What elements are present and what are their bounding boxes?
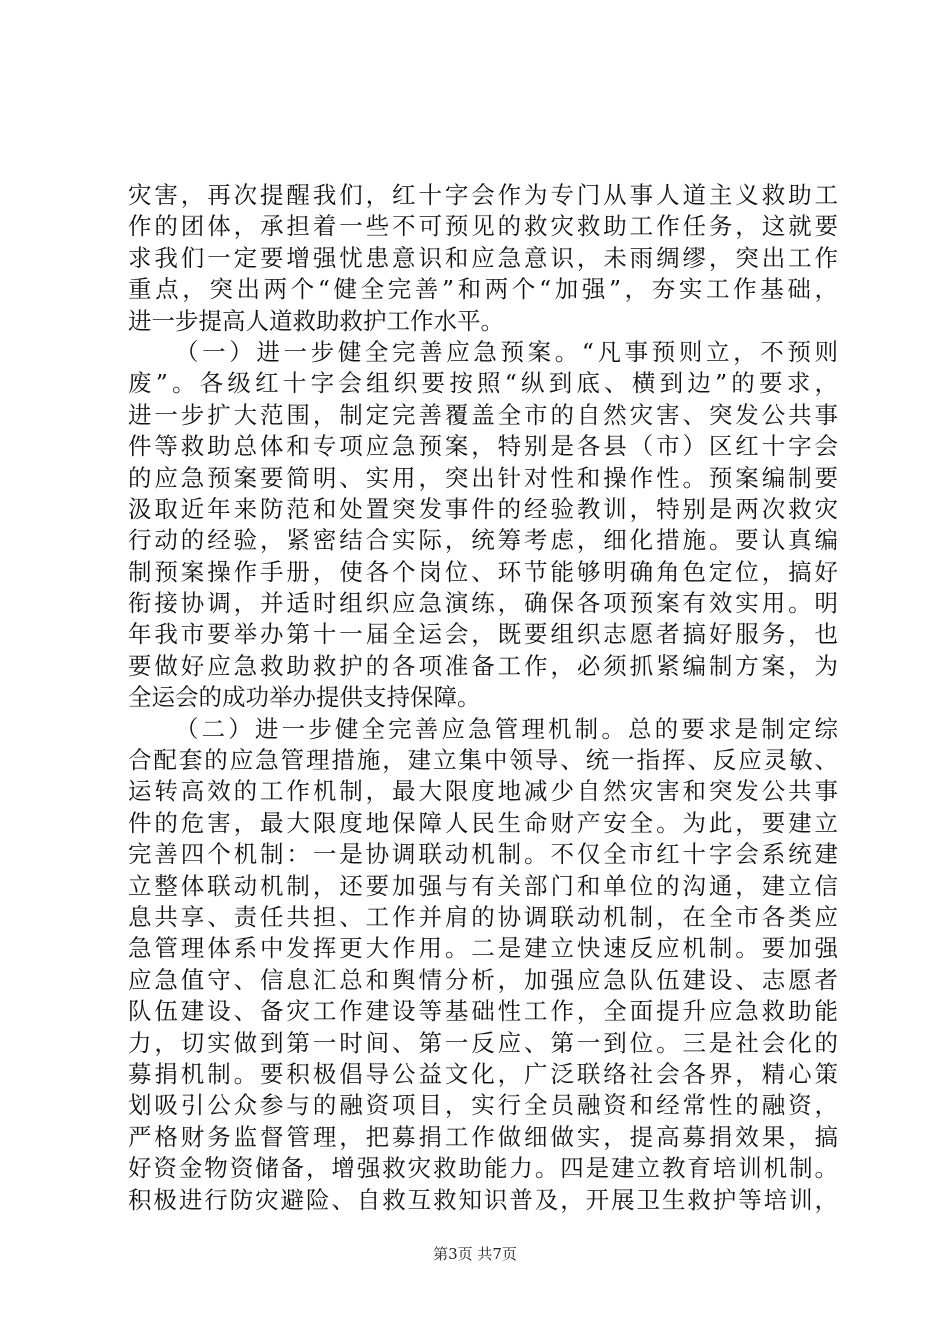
- text-line: 应急值守、信息汇总和舆情分析，加强应急队伍建设、志愿者: [128, 965, 838, 994]
- text-line: 灾害，再次提醒我们，红十字会作为专门从事人道主义救助工: [128, 181, 838, 209]
- text-line: 力，切实做到第一时间、第一反应、第一到位。三是社会化的: [128, 1028, 838, 1057]
- text-line: 立整体联动机制，还要加强与有关部门和单位的沟通，建立信: [128, 871, 838, 900]
- text-line: 衔接协调，并适时组织应急演练，确保各项预案有效实用。明: [128, 589, 838, 618]
- text-line: 合配套的应急管理措施，建立集中领导、统一指挥、反应灵敏、: [128, 746, 838, 775]
- text-line: 作的团体，承担着一些不可预见的救灾救助工作任务，这就要: [128, 212, 838, 241]
- text-line: 全运会的成功举办提供支持保障。: [128, 683, 481, 712]
- text-line: 件等救助总体和专项应急预案，特别是各县（市）区红十字会: [128, 432, 838, 461]
- text-line: （二）进一步健全完善应急管理机制。总的要求是制定综: [175, 714, 838, 743]
- text-line: 运转高效的工作机制，最大限度地减少自然灾害和突发公共事: [128, 777, 838, 806]
- text-line: 积极进行防灾避险、自救互救知识普及，开展卫生救护等培训，: [128, 1185, 838, 1214]
- text-line: 制预案操作手册，使各个岗位、环节能够明确角色定位，搞好: [128, 557, 838, 586]
- text-line: 完善四个机制：一是协调联动机制。不仅全市红十字会系统建: [128, 840, 838, 869]
- text-line: 年我市要举办第十一届全运会，既要组织志愿者搞好服务，也: [128, 620, 838, 649]
- text-line: 队伍建设、备灾工作建设等基础性工作，全面提升应急救助能: [128, 997, 838, 1026]
- text-line: 件的危害，最大限度地保障人民生命财产安全。为此，要建立: [128, 808, 838, 837]
- text-line: 进一步提高人道救助救护工作水平。: [128, 306, 504, 335]
- text-line: 好资金物资储备，增强救灾救助能力。四是建立教育培训机制。: [128, 1154, 838, 1183]
- text-line: 划吸引公众参与的融资项目，实行全员融资和经常性的融资，: [128, 1091, 838, 1120]
- text-line: （一）进一步健全完善应急预案。“凡事预则立，不预则: [175, 337, 838, 366]
- page-footer: 第3页 共7页: [433, 1245, 517, 1263]
- text-line: 严格财务监督管理，把募捐工作做细做实，提高募捐效果，搞: [128, 1122, 838, 1151]
- text-line: 要做好应急救助救护的各项准备工作，必须抓紧编制方案，为: [128, 651, 838, 680]
- text-line: 重点，突出两个“健全完善”和两个“加强”，夯实工作基础，: [128, 275, 838, 304]
- document-body: [128, 180, 838, 1216]
- text-line: 求我们一定要增强忧患意识和应急意识，未雨绸缪，突出工作: [128, 243, 838, 272]
- text-line: 的应急预案要简明、实用，突出针对性和操作性。预案编制要: [128, 463, 838, 492]
- text-line: 急管理体系中发挥更大作用。二是建立快速反应机制。要加强: [128, 934, 838, 963]
- text-line: 行动的经验，紧密结合实际，统筹考虑，细化措施。要认真编: [128, 526, 838, 555]
- text-line: 汲取近年来防范和处置突发事件的经验教训，特别是两次救灾: [128, 494, 838, 523]
- text-line: 进一步扩大范围，制定完善覆盖全市的自然灾害、突发公共事: [128, 400, 838, 429]
- text-line: 息共享、责任共担、工作并肩的协调联动机制，在全市各类应: [128, 902, 838, 931]
- text-line: 废”。各级红十字会组织要按照“纵到底、横到边”的要求，: [128, 369, 838, 398]
- text-line: 募捐机制。要积极倡导公益文化，广泛联络社会各界，精心策: [128, 1059, 838, 1088]
